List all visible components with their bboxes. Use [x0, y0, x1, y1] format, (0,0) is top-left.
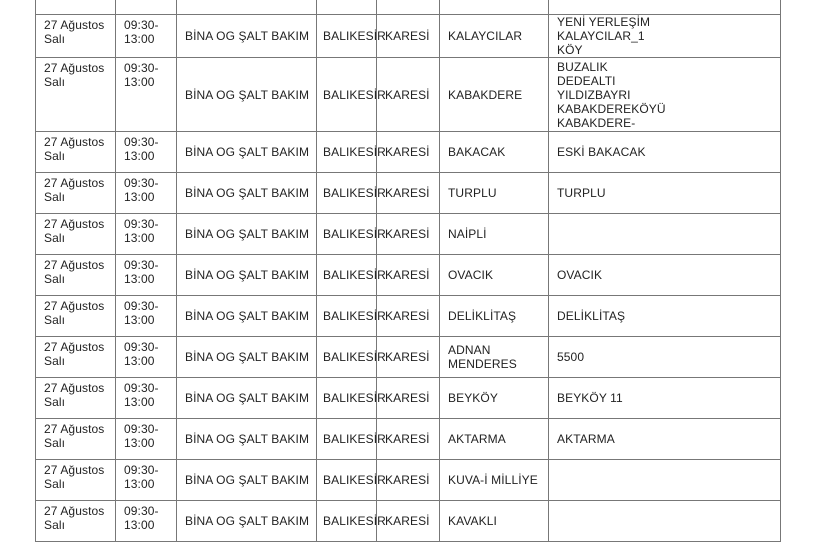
neighborhood-cell: AKTARMA [440, 419, 549, 460]
neighborhood-cell: KAVAKLI [440, 501, 549, 542]
time-cell: 09:30- 13:00 [116, 132, 177, 173]
district-cell: KARESİ [377, 58, 440, 132]
time-cell: 09:30- 13:00 [116, 460, 177, 501]
date-cell: 27 Ağustos Salı [36, 58, 116, 132]
date-cell: 27 Ağustos Salı [36, 460, 116, 501]
date-cell: 27 Ağustos Salı [36, 15, 116, 58]
table-row [36, 460, 781, 501]
table-row [36, 132, 781, 173]
table-cell [440, 0, 549, 15]
time-cell: 09:30- 13:00 [116, 255, 177, 296]
table-cell [116, 0, 177, 15]
streets-cell: AKTARMA [549, 419, 781, 460]
table-row [36, 255, 781, 296]
streets-cell: TURPLU [549, 173, 781, 214]
streets-cell: ESKİ BAKACAK [549, 132, 781, 173]
work-type-cell: BİNA OG ŞALT BAKIM [177, 15, 317, 58]
neighborhood-cell: DELİKLİTAŞ [440, 296, 549, 337]
table-row [36, 378, 781, 419]
table-cell [36, 0, 116, 15]
city-cell: BALIKESİR [317, 378, 377, 419]
time-cell: 09:30- 13:00 [116, 58, 177, 132]
table-cell [317, 0, 377, 15]
time-cell: 09:30- 13:00 [116, 501, 177, 542]
district-cell: KARESİ [377, 214, 440, 255]
work-type-cell: BİNA OG ŞALT BAKIM [177, 460, 317, 501]
city-cell: BALIKESİR [317, 255, 377, 296]
district-cell: KARESİ [377, 501, 440, 542]
district-cell: KARESİ [377, 337, 440, 378]
table-cell [377, 0, 440, 15]
date-cell: 27 Ağustos Salı [36, 296, 116, 337]
table-row [36, 419, 781, 460]
streets-cell [549, 460, 781, 501]
work-type-cell: BİNA OG ŞALT BAKIM [177, 296, 317, 337]
time-cell: 09:30- 13:00 [116, 378, 177, 419]
table-row-partial [36, 0, 781, 15]
district-cell: KARESİ [377, 419, 440, 460]
neighborhood-cell: BEYKÖY [440, 378, 549, 419]
district-cell: KARESİ [377, 173, 440, 214]
table-row [36, 501, 781, 542]
date-cell: 27 Ağustos Salı [36, 214, 116, 255]
district-cell: KARESİ [377, 378, 440, 419]
date-cell: 27 Ağustos Salı [36, 132, 116, 173]
city-cell: BALIKESİR [317, 58, 377, 132]
time-cell: 09:30- 13:00 [116, 296, 177, 337]
neighborhood-cell: OVACIK [440, 255, 549, 296]
date-cell: 27 Ağustos Salı [36, 337, 116, 378]
work-type-cell: BİNA OG ŞALT BAKIM [177, 214, 317, 255]
outage-table [35, 0, 781, 542]
date-cell: 27 Ağustos Salı [36, 501, 116, 542]
district-cell: KARESİ [377, 132, 440, 173]
streets-cell [549, 501, 781, 542]
time-cell: 09:30- 13:00 [116, 337, 177, 378]
streets-cell [549, 214, 781, 255]
time-cell: 09:30- 13:00 [116, 173, 177, 214]
neighborhood-cell: TURPLU [440, 173, 549, 214]
date-cell: 27 Ağustos Salı [36, 378, 116, 419]
work-type-cell: BİNA OG ŞALT BAKIM [177, 255, 317, 296]
city-cell: BALIKESİR [317, 214, 377, 255]
table-cell [549, 0, 781, 15]
streets-cell: 5500 [549, 337, 781, 378]
table-row [36, 15, 781, 58]
time-cell: 09:30- 13:00 [116, 214, 177, 255]
time-cell: 09:30- 13:00 [116, 419, 177, 460]
work-type-cell: BİNA OG ŞALT BAKIM [177, 132, 317, 173]
date-cell: 27 Ağustos Salı [36, 419, 116, 460]
neighborhood-cell: KABAKDERE [440, 58, 549, 132]
city-cell: BALIKESİR [317, 15, 377, 58]
date-cell: 27 Ağustos Salı [36, 255, 116, 296]
streets-cell: BEYKÖY 11 [549, 378, 781, 419]
neighborhood-cell: KUVA-İ MİLLİYE [440, 460, 549, 501]
work-type-cell: BİNA OG ŞALT BAKIM [177, 173, 317, 214]
table-row [36, 173, 781, 214]
city-cell: BALIKESİR [317, 173, 377, 214]
table-row [36, 58, 781, 132]
table-row [36, 337, 781, 378]
district-cell: KARESİ [377, 255, 440, 296]
district-cell: KARESİ [377, 15, 440, 58]
neighborhood-cell: NAİPLİ [440, 214, 549, 255]
work-type-cell: BİNA OG ŞALT BAKIM [177, 419, 317, 460]
city-cell: BALIKESİR [317, 501, 377, 542]
time-cell: 09:30- 13:00 [116, 15, 177, 58]
city-cell: BALIKESİR [317, 419, 377, 460]
work-type-cell: BİNA OG ŞALT BAKIM [177, 501, 317, 542]
streets-cell: BUZALIK DEDEALTI YILDIZBAYRI KABAKDEREKÖYÜ KABAKDERE- [549, 58, 781, 132]
neighborhood-cell: ADNAN MENDERES [440, 337, 549, 378]
work-type-cell: BİNA OG ŞALT BAKIM [177, 378, 317, 419]
table-cell [177, 0, 317, 15]
streets-cell: OVACIK [549, 255, 781, 296]
city-cell: BALIKESİR [317, 296, 377, 337]
table-row [36, 214, 781, 255]
city-cell: BALIKESİR [317, 460, 377, 501]
district-cell: KARESİ [377, 296, 440, 337]
neighborhood-cell: BAKACAK [440, 132, 549, 173]
work-type-cell: BİNA OG ŞALT BAKIM [177, 58, 317, 132]
streets-cell: DELİKLİTAŞ [549, 296, 781, 337]
neighborhood-cell: KALAYCILAR [440, 15, 549, 58]
date-cell: 27 Ağustos Salı [36, 173, 116, 214]
city-cell: BALIKESİR [317, 132, 377, 173]
streets-cell: YENİ YERLEŞİM KALAYCILAR_1 KÖY [549, 15, 781, 58]
work-type-cell: BİNA OG ŞALT BAKIM [177, 337, 317, 378]
table-row [36, 296, 781, 337]
district-cell: KARESİ [377, 460, 440, 501]
city-cell: BALIKESİR [317, 337, 377, 378]
